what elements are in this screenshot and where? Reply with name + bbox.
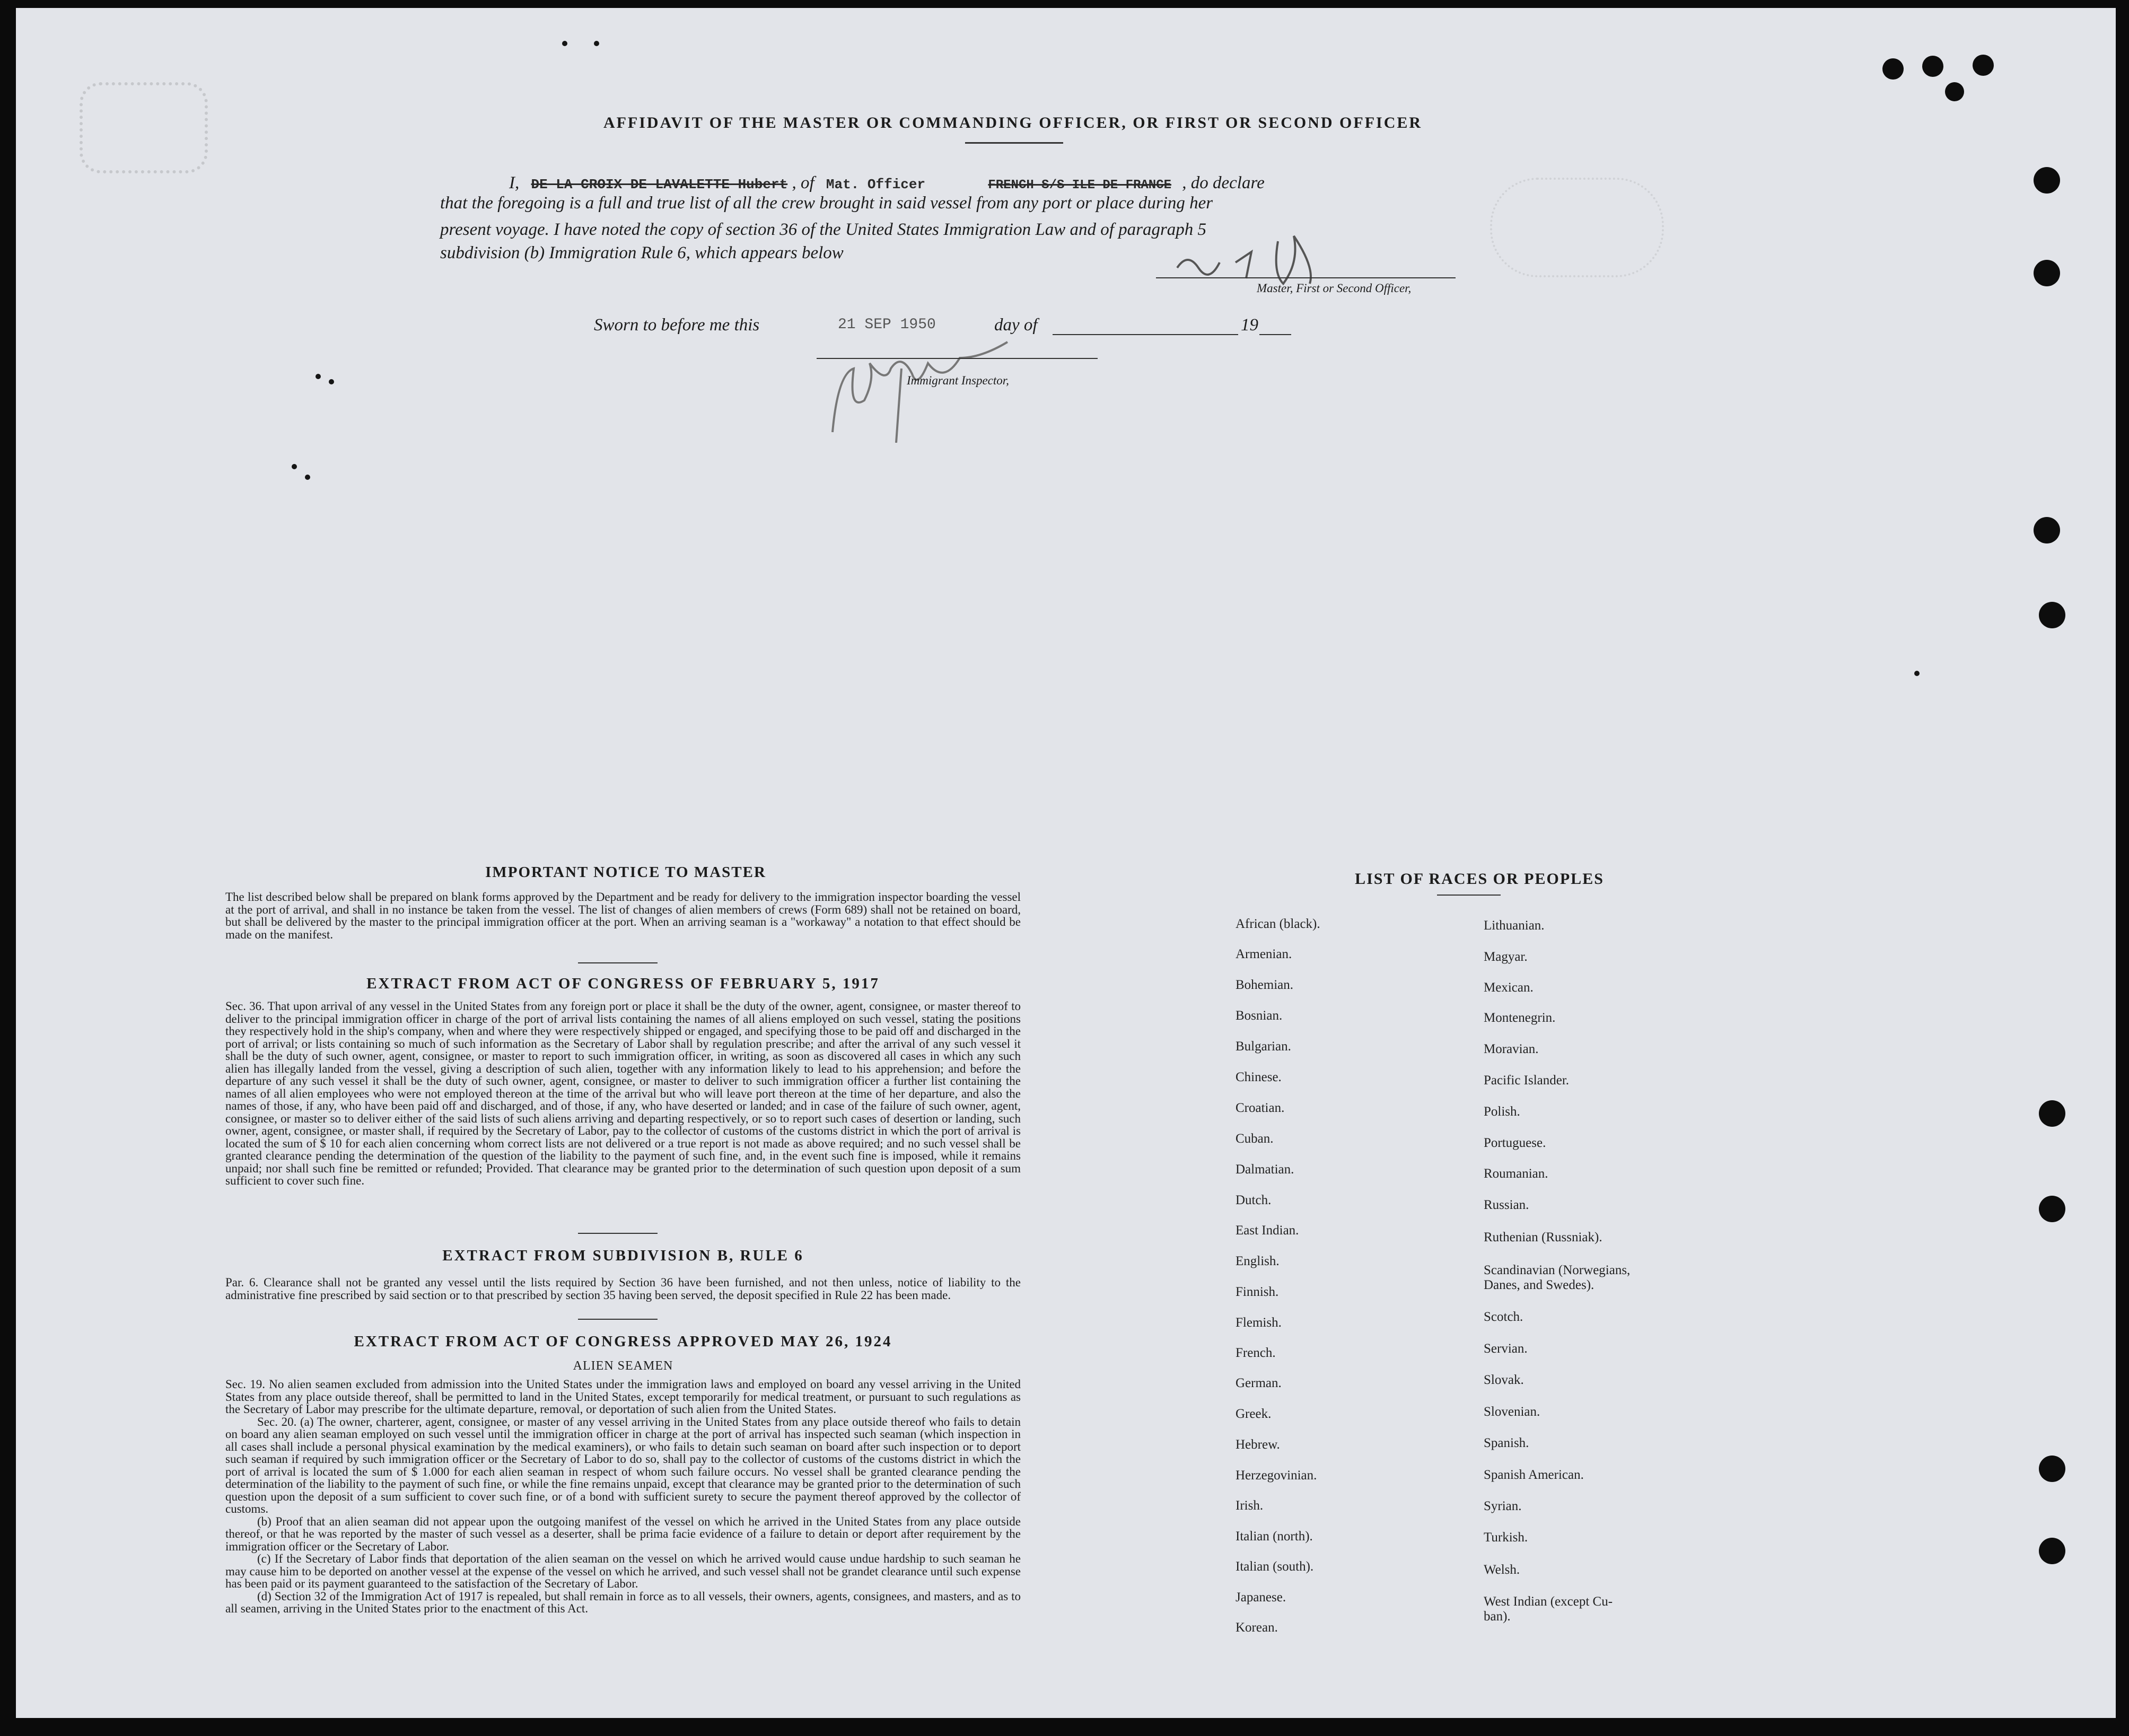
extract-1917-text: Sec. 36. That upon arrival of any vessel in the United States from any foreign port or place it shall be the duty of the owner, agent, consignee, or master thereof to deliver to the principal immigration officer in charge of the port of arrival lists containing the names of all aliens employed on such vessel, stating the positions they respectively hold in the ship's company, when and where they were respectively shipped or engaged, and specifying those to be paid off and discharged in the port of arrival; or lists containing so much of such information as the Secretary of Labor shall by regulation prescribe; and after the arrival of any such vessel it shall be the duty of such owner, agent, consignee, or master to report to such immigration officer, in writing, as soon as discovered all cases in which any such alien has illegally landed from the vessel, giving a description of such alien, together with any information likely to lead to his apprehension; and before the departure of any such vessel it shall be the duty of such owner, agent, consignee, or master to deliver to such immigration officer a further list containing the names of all alien employees who were not employed thereon at the time of the arrival but who will leave port thereon at the time of her departure, and also the names of those, if any, who have been paid off and discharged, and of those, if any, who have deserted or landed; and in case of the failure of such owner, agent, consignee, or master so to deliver either of the said lists of such aliens arriving and departing respectively, or so to report such cases of desertion or landing, such owner, agent, consignee, or master shall, if required by the Secretary of Labor, pay to the collector of customs of the customs district in which the port of arrival is located the sum of $ 10 for each alien concerning whom correct lists are not delivered or a true report is not made as above required; and no such vessel shall be granted clearance pending the determination of the question of the liability to the payment of such fine, and, in the event such fine is imposed, while it remains unpaid; nor shall such fine be remitted or refunded; Provided. That clearance may be granted prior to the determination of such question upon deposit of a sum sufficient to cover such fine. xyxy=(225,999,1021,1187)
declare-text: , do declare xyxy=(1182,173,1265,192)
extract-rule6-text: Par. 6. Clearance shall not be granted any vessel until the lists required by Section 36 have been furnished, and not then unless, notice of liability to the administrative fine prescribed by said section or to that prescribed by section 35 having been served, the deposit specified in Rule 22 has been made. xyxy=(225,1276,1021,1302)
vessel-name: FRENCH S/S ILE DE FRANCE xyxy=(988,178,1171,192)
race-item: English. xyxy=(1236,1254,1280,1268)
race-item: Russian. xyxy=(1484,1198,1529,1212)
sec-20d-text: (d) Section 32 of the Immigration Act of 1917 is repealed, but shall remain in force as to all vessels, their owners, agents, consignees, and masters, and as to all seamen, arriving in the United States prior to the enactment of this Act. xyxy=(225,1589,1021,1615)
speck xyxy=(329,379,334,384)
year-line xyxy=(1259,334,1291,335)
race-item: Finnish. xyxy=(1236,1285,1279,1299)
sec-19-text: Sec. 19. No alien seamen excluded from admission into the United States under the immigration laws and employed on board any vessel arriving in the United States from any place outside thereof, shall be permitted to land in the United States, except temporarily for medical treatment, or pursuant to such regulations as the Secretary of Labor may prescribe for the ultimate departure, removal, or deportation of such alien from the United States. xyxy=(225,1378,1021,1416)
sworn-label: Sworn to before me this xyxy=(594,315,760,335)
extract-1924-body xyxy=(225,1378,1021,1615)
affidavit-body-line-3: subdivision (b) Immigration Rule 6, which appears below xyxy=(440,243,844,262)
race-item: Welsh. xyxy=(1484,1563,1520,1577)
race-item: Mexican. xyxy=(1484,980,1534,995)
of-label: , of xyxy=(792,173,814,192)
affidavit-declaration-line xyxy=(509,173,1453,193)
alien-seamen-subheading: ALIEN SEAMEN xyxy=(573,1359,673,1373)
race-item: Ruthenian (Russniak). xyxy=(1484,1230,1602,1244)
race-item: Korean. xyxy=(1236,1620,1278,1635)
race-item: East Indian. xyxy=(1236,1223,1299,1238)
race-item: Irish. xyxy=(1236,1498,1264,1513)
sec-20b-text: (b) Proof that an alien seaman did not appear upon the outgoing manifest of the vessel on which he arrived in the United States from any place outside thereof, or that he was reported by the master of such vessel as a deserter, shall be prima facie evidence of a failure to detain or deport after requirement by the immigration officer or the Secretary of Labor. xyxy=(225,1514,1021,1553)
sec-20c-text: (c) If the Secretary of Labor finds that deportation of the alien seaman on the vessel on which he arrived would cause undue hardship to such seaman he may cause him to be deported on another vessel at the expense of the vessel on which he arrived, and such vessel shall not be grandet clearance until such expense has been paid or its payment guaranteed to the satisfaction of the Secretary of Labor. xyxy=(225,1552,1021,1590)
notice-heading: IMPORTANT NOTICE TO MASTER xyxy=(485,864,766,881)
binder-hole xyxy=(2034,517,2060,543)
binder-hole xyxy=(2034,260,2060,286)
race-item: Spanish American. xyxy=(1484,1468,1584,1482)
race-item: Greek. xyxy=(1236,1407,1272,1421)
race-item: Croatian. xyxy=(1236,1101,1285,1115)
binder-hole xyxy=(2039,1538,2065,1564)
race-item: Dutch. xyxy=(1236,1193,1272,1207)
inspector-caption: Immigrant Inspector, xyxy=(907,374,1009,387)
race-item: Cuban. xyxy=(1236,1132,1274,1146)
race-item: Flemish. xyxy=(1236,1316,1282,1330)
affidavit-body-line-1: that the foregoing is a full and true list of all the crew brought in said vessel from any port or place during her xyxy=(440,194,1213,213)
officer-rank: Mat. Officer xyxy=(826,177,926,192)
document-page xyxy=(16,8,2116,1718)
binder-hole xyxy=(2039,1100,2065,1127)
date-stamp: 21 SEP 1950 xyxy=(838,317,936,333)
race-item: Dalmatian. xyxy=(1236,1162,1294,1177)
race-item: Bohemian. xyxy=(1236,978,1294,992)
affidavit-body-line-2: present voyage. I have noted the copy of section 36 of the United States Immigration Law and of paragraph 5 xyxy=(440,220,1207,239)
divider xyxy=(578,962,658,963)
divider xyxy=(578,1233,658,1234)
race-item: Roumanian. xyxy=(1484,1167,1548,1181)
race-item: Slovak. xyxy=(1484,1373,1524,1387)
inspector-signature xyxy=(801,337,1076,443)
master-signature-caption: Master, First or Second Officer, xyxy=(1257,282,1412,295)
race-item: Herzegovinian. xyxy=(1236,1468,1317,1483)
speck xyxy=(292,464,297,469)
races-heading-rule xyxy=(1437,895,1501,896)
race-item: Japanese. xyxy=(1236,1590,1286,1605)
races-heading: LIST OF RACES OR PEOPLES xyxy=(1355,870,1604,888)
race-item: Syrian. xyxy=(1484,1499,1522,1513)
speck xyxy=(562,41,567,46)
race-item: Hebrew. xyxy=(1236,1437,1280,1452)
race-item: Servian. xyxy=(1484,1342,1528,1356)
race-item: Magyar. xyxy=(1484,950,1528,964)
binder-hole xyxy=(1945,82,1964,101)
speck xyxy=(305,475,310,480)
race-item: Pacific Islander. xyxy=(1484,1073,1570,1088)
race-item: Chinese. xyxy=(1236,1070,1282,1084)
race-item: Spanish. xyxy=(1484,1436,1529,1450)
bleed-through-mark xyxy=(80,82,208,173)
bleed-through-mark xyxy=(1490,178,1664,277)
race-item: Turkish. xyxy=(1484,1530,1528,1545)
race-item: Italian (north). xyxy=(1236,1529,1313,1544)
master-signature xyxy=(1172,231,1437,289)
speck xyxy=(1914,671,1920,676)
race-item: Scotch. xyxy=(1484,1310,1523,1324)
year-prefix: 19 xyxy=(1241,315,1258,335)
extract-1924-heading: EXTRACT FROM ACT OF CONGRESS APPROVED MAY 26, 1924 xyxy=(354,1333,892,1350)
master-name: DE LA CROIX DE LAVALETTE Hubert xyxy=(531,177,788,192)
race-item: Bulgarian. xyxy=(1236,1039,1291,1054)
race-item: Italian (south). xyxy=(1236,1559,1314,1574)
extract-rule6-heading: EXTRACT FROM SUBDIVISION B, RULE 6 xyxy=(442,1247,804,1264)
binder-hole xyxy=(1882,58,1904,80)
race-item: Moravian. xyxy=(1484,1042,1539,1056)
race-item: German. xyxy=(1236,1376,1282,1390)
notice-text: The list described below shall be prepared on blank forms approved by the Department and be ready for delivery to the immigration inspector boarding the vessel at the port of arrival, and shall in no instance be taken from the vessel. The list of changes of alien members of crews (Form 689) shall not be retained on board, but shall be delivered by the master to the principal immigration officer at the port. When an arriving seaman is a "workaway" a notation to that effect should be made on the manifest. xyxy=(225,890,1021,941)
heading-rule xyxy=(965,142,1063,144)
day-of-label: day of xyxy=(994,315,1038,335)
race-item: Slovenian. xyxy=(1484,1405,1540,1419)
day-of-line xyxy=(1053,334,1238,335)
race-item: Polish. xyxy=(1484,1104,1520,1119)
binder-hole xyxy=(1973,55,1994,76)
race-item: West Indian (except Cu- ban). xyxy=(1484,1594,1613,1624)
binder-hole xyxy=(1922,56,1943,77)
binder-hole xyxy=(2039,1196,2065,1222)
inspector-signature-line xyxy=(817,358,1098,359)
extract-1917-heading: EXTRACT FROM ACT OF CONGRESS OF FEBRUARY 5, 1917 xyxy=(366,975,880,992)
sec-20a-text: Sec. 20. (a) The owner, charterer, agent, consignee, or master of any vessel arriving in the United States from any place outside thereof who fails to detain on board any alien seaman employed on such vessel until the immigration officer in charge at the port of arrival has inspected such seaman (which inspection in all cases shall include a personal physical examination by the medical examiners), or who fails to detain such seaman on board after such inspection or to deport such seaman if required by such immigration officer or the Secretary of Labor to do so, shall pay to the collector of customs of the customs district in which the port of arrival is located the sum of $ 1.000 for each alien seaman in respect of whom such failure occurs. No vessel shall be granted clearance pending the determination of the liability to the payment of such fine, or while the fine remains unpaid, except that clearance may be granted prior to the determination of such question upon the deposit of a sum sufficient to cover such fine, or of a bond with sufficient surety to secure the payment thereof approved by the collector of customs. xyxy=(225,1415,1021,1515)
i-label: I, xyxy=(509,173,520,192)
race-item: French. xyxy=(1236,1346,1276,1360)
speck xyxy=(316,374,321,379)
race-item: Portuguese. xyxy=(1484,1136,1546,1150)
affidavit-heading: AFFIDAVIT OF THE MASTER OR COMMANDING OFFICER, OR FIRST OR SECOND OFFICER xyxy=(603,114,1423,131)
divider xyxy=(578,1319,658,1320)
binder-hole xyxy=(2034,167,2060,194)
master-signature-line xyxy=(1156,277,1456,278)
race-item: Lithuanian. xyxy=(1484,918,1545,933)
binder-hole xyxy=(2039,602,2065,628)
race-item: Scandinavian (Norwegians, Danes, and Swedes). xyxy=(1484,1263,1631,1292)
race-item: Montenegrin. xyxy=(1484,1011,1556,1025)
binder-hole xyxy=(2039,1456,2065,1482)
race-item: Armenian. xyxy=(1236,947,1292,961)
race-item: African (black). xyxy=(1236,917,1320,931)
race-item: Bosnian. xyxy=(1236,1009,1283,1023)
speck xyxy=(594,41,599,46)
